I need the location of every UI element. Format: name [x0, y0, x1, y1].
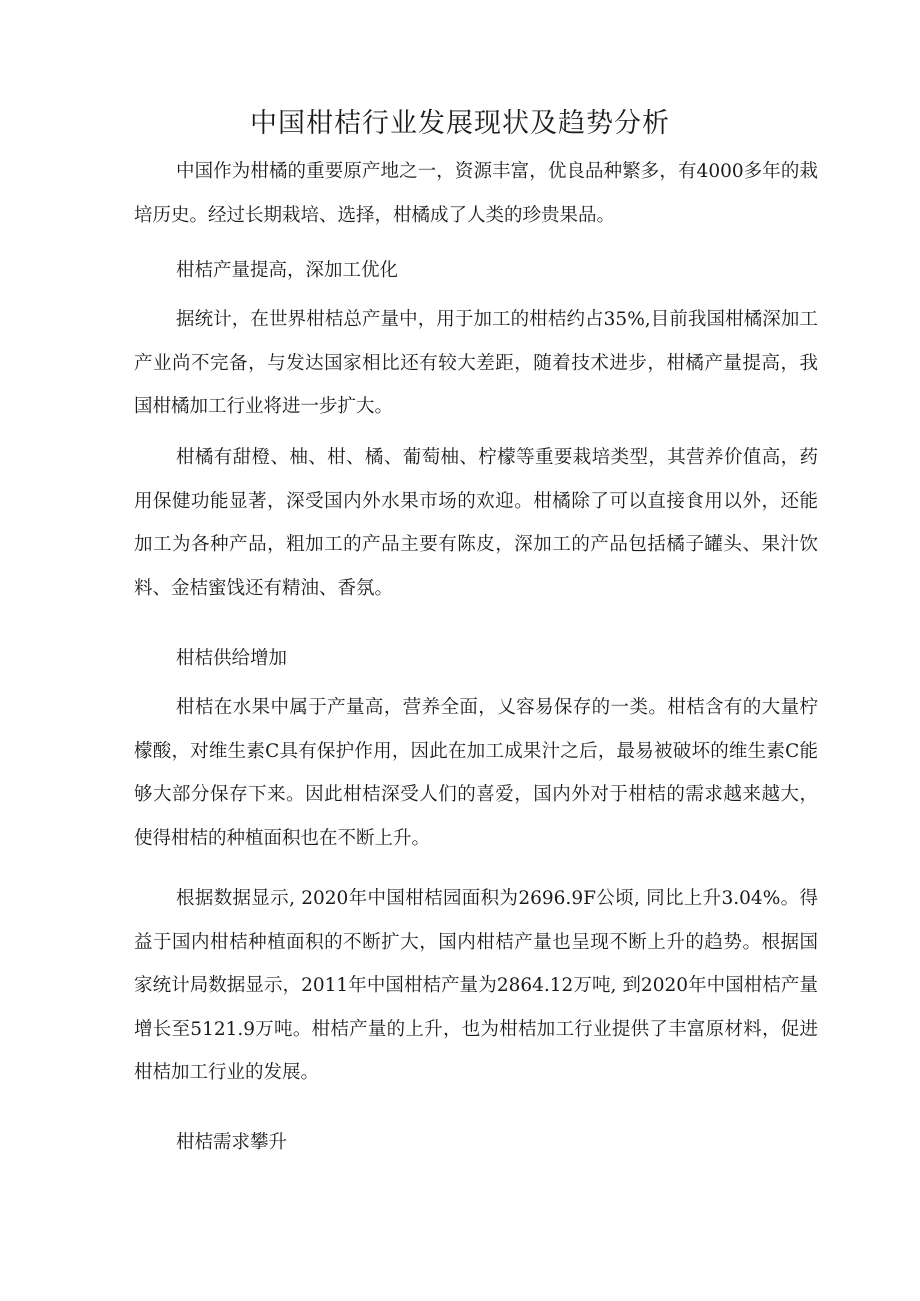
paragraph-statistics: 根据数据显示, 2020年中国柑桔园面积为2696.9F公顷, 同比上升3.04%。得益于国内柑桔种植面积的不断扩大，国内柑桔产量也呈现不断上升的趋势。根据国家统计局数据显示，2011年中国柑桔产量为2864.12万吨, 到2020年中国柑桔产量增长至5121.9万吨。柑桔产量的上升，也为柑桔加工行业提供了丰富原材料，促进柑桔加工行业的发展。	[134, 888, 818, 1083]
paragraph-supply: 柑桔在水果中属于产量高，营养全面，乂容易保存的一类。柑桔含有的大量柠檬酸，对维生素C具有保护作用，因此在加工成果汁之后，最易被破坏的维生素C能够大部分保存下来。因此柑桔深受人们的喜爱，国内外对于柑桔的需求越来越大，使得柑桔的种植面积也在不断上升。	[134, 697, 818, 849]
section-heading-demand: 柑桔需求攀升	[176, 1132, 288, 1153]
section-heading-production: 柑桔产量提高，深加工优化	[176, 260, 399, 281]
paragraph-intro: 中国作为柑橘的重要原产地之一，资源丰富，优良品种繁多，有4000多年的栽培历史。经过长期栽培、选择，柑橘成了人类的珍贵果品。	[134, 161, 818, 226]
section-heading-supply: 柑桔供给增加	[176, 648, 288, 669]
document-title: 中国柑桔行业发展现状及趋势分析	[250, 108, 670, 139]
paragraph-processing: 据统计，在世界柑桔总产量中，用于加工的柑桔约占35%,目前我国柑橘深加工产业尚不完备，与发达国家相比还有较大差距，随着技术进步，柑橘产量提高，我国柑橘加工行业将进一步扩大。	[134, 309, 818, 417]
paragraph-varieties: 柑橘有甜橙、柚、柑、橘、葡萄柚、柠檬等重要栽培类型，其营养价值高，药用保健功能显著，深受国内外水果市场的欢迎。柑橘除了可以直接食用以外，还能加工为各种产品，粗加工的产品主要有陈皮，深加工的产品包括橘子罐头、果汁饮料、金桔蜜饯还有精油、香氛。	[134, 447, 818, 599]
